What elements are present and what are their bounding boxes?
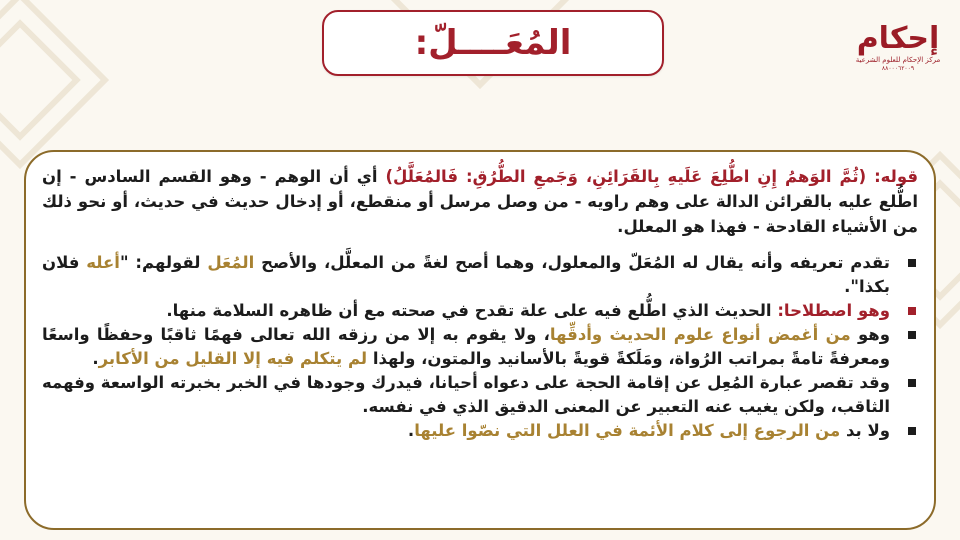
bullet-text: الحديث الذي اطُّلع فيه على علة تقدح في صحته مع أن ظاهره السلامة منها.	[166, 301, 778, 320]
bullet-text: لقولهم: "	[119, 253, 208, 272]
bullet-text: وهو	[850, 325, 890, 344]
list-item	[42, 299, 918, 323]
bullet-highlight: أعله	[86, 253, 120, 272]
logo-number: ٨٨٠٠٠٦٢٠٠٩	[881, 65, 915, 72]
bullet-text: وقد تقصر عبارة المُعِل عن إقامة الحجة على دعواه أحيانا، فيدرك وجودها في الخبر بخبرته الواسعة وفهمه الثاقب، ولكن يغيب عنه التعبير عن المعنى الدقيق الذي في نفسه.	[42, 373, 890, 416]
intro-label: قوله:	[874, 167, 919, 186]
list-item	[42, 371, 918, 419]
title-box	[322, 10, 664, 76]
bullet-square-icon	[908, 379, 916, 387]
bullet-text: .	[92, 349, 99, 368]
bullet-text: تقدم تعريفه وأنه يقال له المُعَلّ والمعلول، وهما أصح لغةً من المعلَّل، والأصح	[254, 253, 890, 272]
intro-text: أي أن الوهم - وهو القسم السادس - إن اطُّلع عليه بالقرائن الدالة على وهم راويه - من وصل مرسل أو منقطع، أو إدخال حديث في حديث، أو نحو ذلك من الأشياء القادحة - فهذا هو المعلل.	[42, 167, 918, 236]
bullet-square-icon	[908, 307, 916, 315]
logo-wordmark: إحكام	[856, 21, 940, 56]
bullet-label: وهو اصطلاحا:	[777, 301, 890, 320]
intro-quote: (ثُمَّ الوَهمُ إِنِ اطُّلِعَ عَلَيهِ بِالقَرَائِنِ، وَجَمعِ الطُّرُقِ: فَالمُعَلَّلُ)	[385, 167, 867, 186]
bullet-text: ولا بد	[840, 421, 890, 440]
bullet-text: .	[407, 421, 415, 440]
bullet-highlight: لم يتكلم فيه إلا القليل من الأكابر	[98, 349, 368, 368]
list-item	[42, 323, 918, 371]
bullet-square-icon	[908, 427, 916, 435]
bullet-square-icon	[908, 259, 916, 267]
page-title: المُعَــــلّ:	[414, 23, 572, 63]
logo-subtitle: مركز الإحكام للعلوم الشرعية	[855, 56, 941, 64]
bullet-text: فلان بكذا".	[42, 253, 890, 296]
bullet-square-icon	[908, 331, 916, 339]
bullet-highlight: المُعَل	[207, 253, 255, 272]
list-item	[42, 419, 918, 443]
content-box	[24, 150, 936, 530]
bullet-highlight: من أغمض أنواع علوم الحديث وأدقِّها	[549, 325, 851, 344]
logo	[848, 22, 948, 94]
bullet-text: ، ولا يقوم به إلا من رزقه الله تعالى فهمًا ثاقبًا وحفظًا واسعًا ومعرفةً تامةً بمراتب الرُواة، ومَلَكةً قويةً بالأسانيد والمتون، ولهذا	[42, 325, 890, 368]
bullet-highlight: من الرجوع إلى كلام الأئمة في العلل التي نصّوا عليها	[414, 421, 841, 440]
bullet-list	[42, 251, 918, 443]
intro-paragraph	[42, 164, 918, 239]
list-item	[42, 251, 918, 299]
